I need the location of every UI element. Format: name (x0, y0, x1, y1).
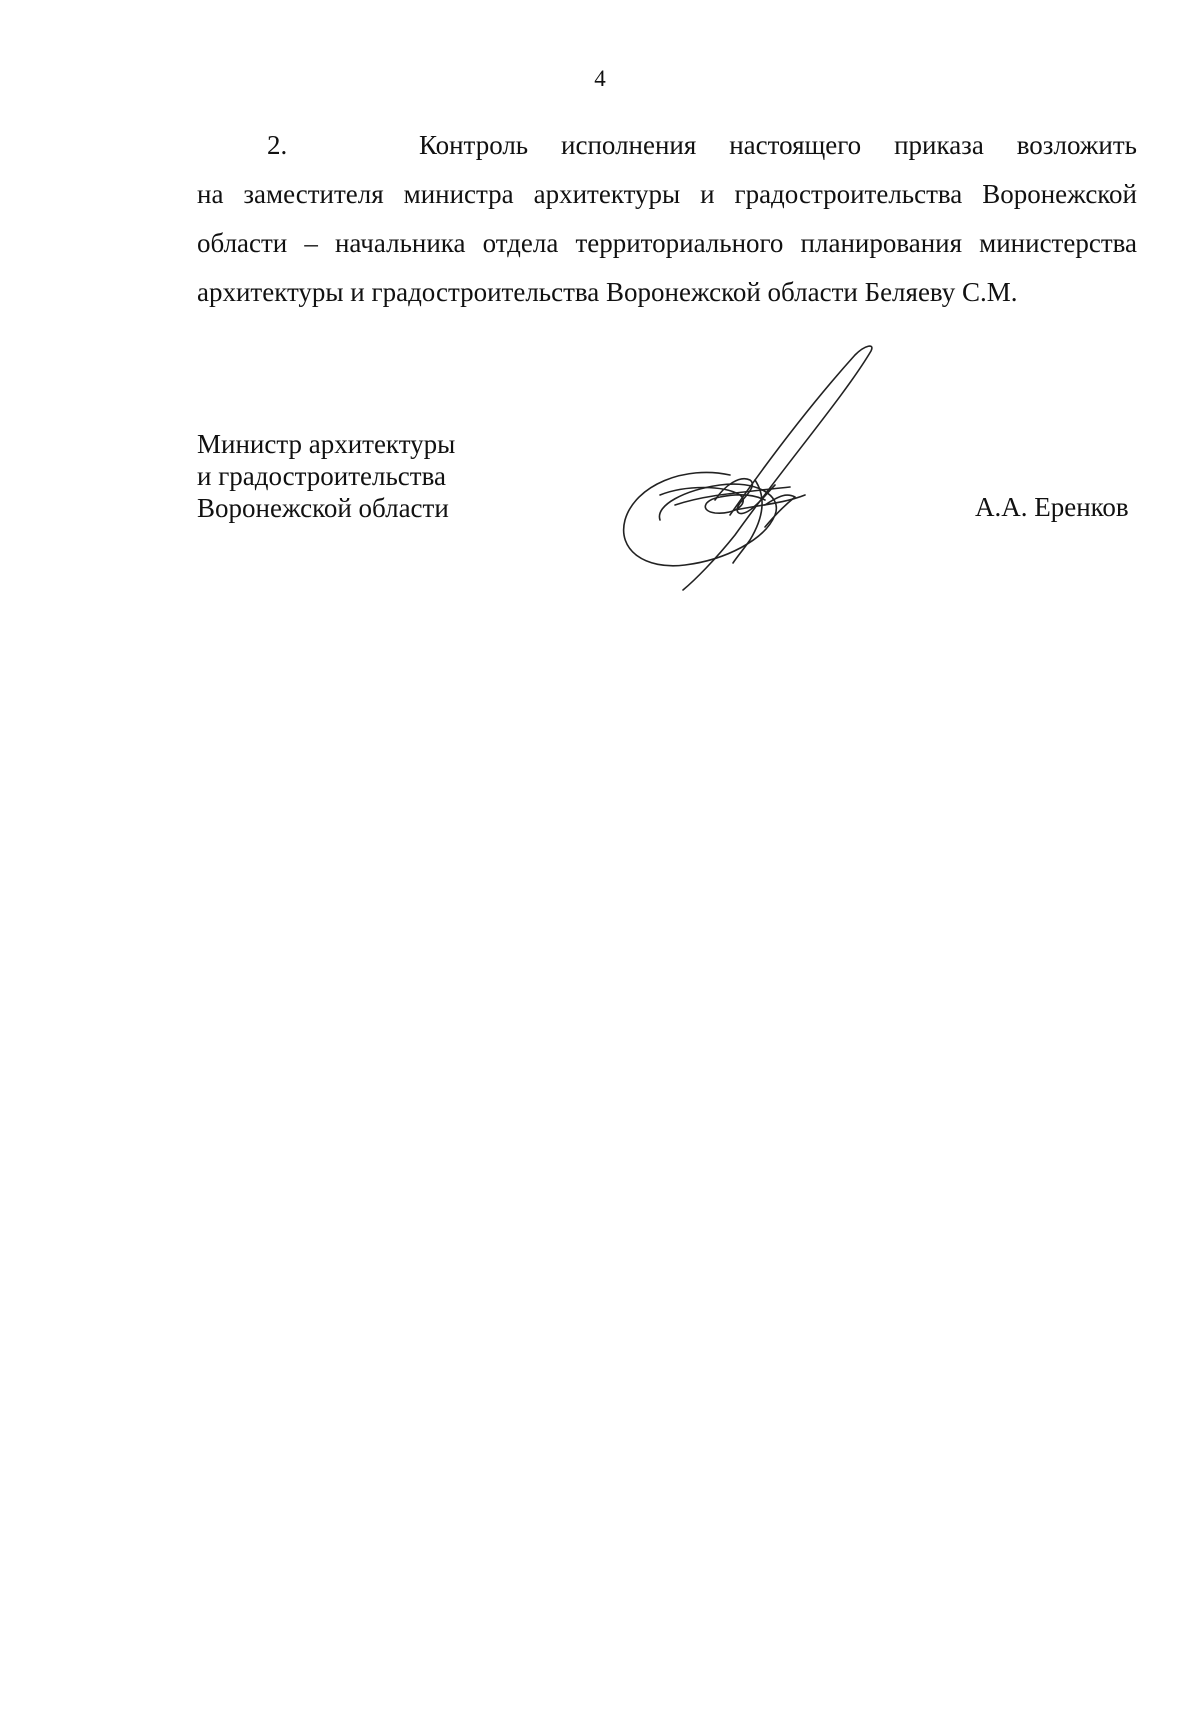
signatory-position-line: Министр архитектуры (197, 429, 456, 459)
handwritten-signature (615, 345, 945, 595)
signatory-position-line: и градостроительства (197, 461, 446, 491)
signatory-position-line: Воронежской области (197, 493, 449, 523)
paragraph-line: на заместителя министра архитектуры и градостроительства Воронежской (197, 179, 1137, 209)
paragraph-line: 2. Контроль исполнения настоящего приказа возложить (267, 130, 1137, 160)
paragraph-control (197, 121, 1137, 317)
signatory-position (197, 428, 455, 524)
page-number: 4 (594, 66, 606, 91)
paragraph-line: области – начальника отдела территориального планирования министерства (197, 228, 1137, 258)
signatory-name: А.А. Еренков (975, 492, 1129, 522)
paragraph-line: архитектуры и градостроительства Воронежской области Беляеву С.М. (197, 277, 1018, 307)
